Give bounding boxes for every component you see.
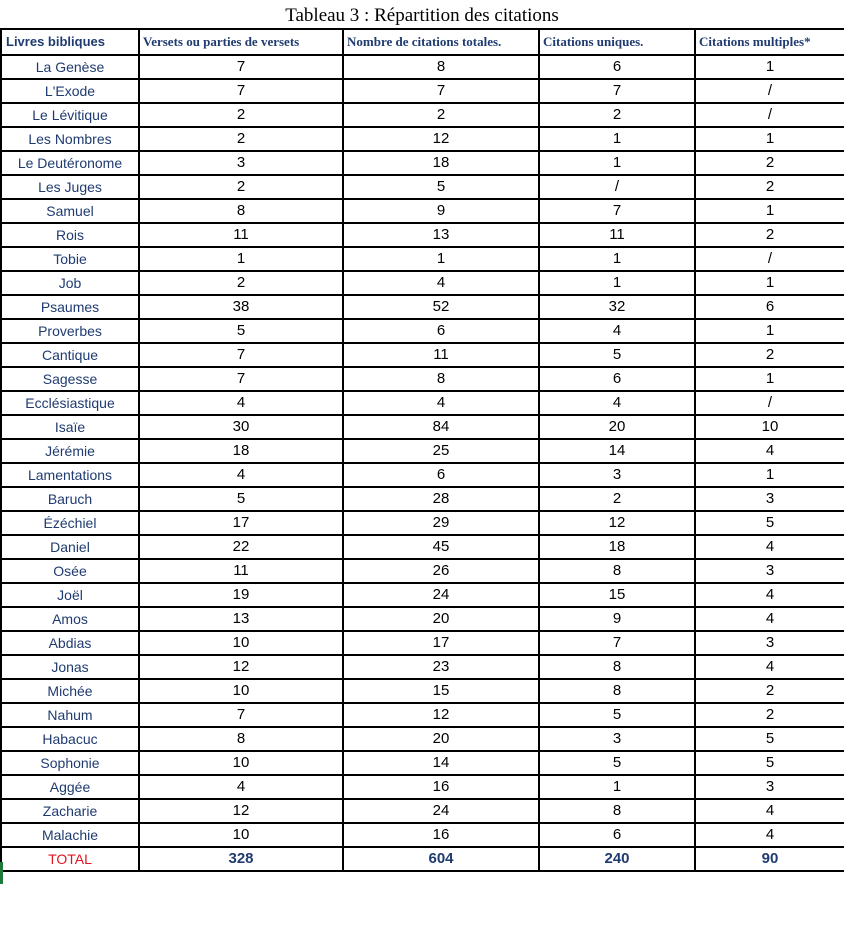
table-row	[1, 751, 844, 775]
cell-multiples[interactable]: 2	[695, 343, 844, 367]
cell-totales[interactable]: 9	[343, 199, 539, 223]
table-row	[1, 391, 844, 415]
cell-versets[interactable]: 2	[139, 127, 343, 151]
cell-totales[interactable]: 29	[343, 511, 539, 535]
cell-versets[interactable]: 4	[139, 775, 343, 799]
cell-book[interactable]: Daniel	[1, 535, 139, 559]
cell-uniques[interactable]: 8	[539, 679, 695, 703]
row-selection-marker	[0, 862, 3, 884]
cell-totales[interactable]: 24	[343, 799, 539, 823]
cell-uniques[interactable]: 8	[539, 559, 695, 583]
cell-uniques[interactable]: 5	[539, 703, 695, 727]
cell-book[interactable]: Joël	[1, 583, 139, 607]
cell-totales[interactable]: 20	[343, 727, 539, 751]
cell-multiples[interactable]: 10	[695, 415, 844, 439]
cell-totales[interactable]: 24	[343, 583, 539, 607]
cell-versets[interactable]: 7	[139, 367, 343, 391]
cell-versets[interactable]: 8	[139, 727, 343, 751]
cell-totales[interactable]: 15	[343, 679, 539, 703]
cell-totales[interactable]: 23	[343, 655, 539, 679]
cell-versets[interactable]: 17	[139, 511, 343, 535]
cell-book[interactable]: Ecclésiastique	[1, 391, 139, 415]
cell-book[interactable]: Psaumes	[1, 295, 139, 319]
header-citations-multiples[interactable]: Citations multiples*	[695, 29, 844, 55]
cell-book[interactable]: Aggée	[1, 775, 139, 799]
cell-uniques[interactable]: 7	[539, 199, 695, 223]
header-citations-uniques[interactable]: Citations uniques.	[539, 29, 695, 55]
cell-versets[interactable]: 11	[139, 223, 343, 247]
cell-versets[interactable]: 1	[139, 247, 343, 271]
cell-versets[interactable]: 10	[139, 823, 343, 847]
table-row	[1, 487, 844, 511]
cell-uniques[interactable]: 9	[539, 607, 695, 631]
table-row	[1, 727, 844, 751]
table-title: Tableau 3 : Répartition des citations	[285, 5, 559, 26]
cell-uniques[interactable]: 2	[539, 487, 695, 511]
cell-uniques[interactable]: 1	[539, 775, 695, 799]
cell-versets[interactable]: 3	[139, 151, 343, 175]
cell-multiples[interactable]: 4	[695, 439, 844, 463]
cell-multiples[interactable]: 1	[695, 271, 844, 295]
table-row	[1, 79, 844, 103]
cell-uniques[interactable]: 7	[539, 79, 695, 103]
cell-totales[interactable]: 52	[343, 295, 539, 319]
cell-uniques[interactable]: 14	[539, 439, 695, 463]
cell-multiples[interactable]: 5	[695, 751, 844, 775]
cell-book[interactable]: Zacharie	[1, 799, 139, 823]
cell-uniques[interactable]: 6	[539, 367, 695, 391]
cell-uniques[interactable]: 1	[539, 151, 695, 175]
cell-totales[interactable]: 11	[343, 343, 539, 367]
cell-book[interactable]: Sagesse	[1, 367, 139, 391]
cell-uniques[interactable]: 4	[539, 391, 695, 415]
cell-book[interactable]: Lamentations	[1, 463, 139, 487]
table-row	[1, 439, 844, 463]
cell-multiples[interactable]: 3	[695, 487, 844, 511]
cell-totales[interactable]: 16	[343, 775, 539, 799]
cell-book[interactable]: Le Lévitique	[1, 103, 139, 127]
cell-uniques[interactable]: 20	[539, 415, 695, 439]
table-row	[1, 511, 844, 535]
cell-versets[interactable]: 7	[139, 79, 343, 103]
cell-multiples[interactable]: 6	[695, 295, 844, 319]
cell-multiples[interactable]: 2	[695, 151, 844, 175]
cell-book[interactable]: Isaïe	[1, 415, 139, 439]
cell-book[interactable]: Baruch	[1, 487, 139, 511]
cell-totales[interactable]: 13	[343, 223, 539, 247]
cell-versets[interactable]: 5	[139, 319, 343, 343]
cell-uniques[interactable]: 12	[539, 511, 695, 535]
cell-versets[interactable]: 2	[139, 175, 343, 199]
table-row	[1, 127, 844, 151]
cell-versets[interactable]: 7	[139, 343, 343, 367]
cell-totales[interactable]: 26	[343, 559, 539, 583]
cell-multiples[interactable]: 4	[695, 607, 844, 631]
cell-versets[interactable]: 10	[139, 679, 343, 703]
cell-multiples[interactable]: 5	[695, 727, 844, 751]
cell-uniques[interactable]: 8	[539, 799, 695, 823]
cell-versets[interactable]: 13	[139, 607, 343, 631]
table-row	[1, 655, 844, 679]
cell-book[interactable]: Jérémie	[1, 439, 139, 463]
cell-totales[interactable]: 8	[343, 367, 539, 391]
cell-uniques[interactable]: 18	[539, 535, 695, 559]
table-row	[1, 535, 844, 559]
table-row	[1, 319, 844, 343]
cell-totales[interactable]: 4	[343, 271, 539, 295]
cell-multiples[interactable]: 1	[695, 319, 844, 343]
table-row	[1, 823, 844, 847]
cell-multiples[interactable]: 2	[695, 175, 844, 199]
table-row	[1, 583, 844, 607]
cell-book[interactable]: Les Nombres	[1, 127, 139, 151]
cell-book[interactable]: Michée	[1, 679, 139, 703]
cell-book[interactable]: Proverbes	[1, 319, 139, 343]
cell-uniques[interactable]: 8	[539, 655, 695, 679]
cell-versets[interactable]: 8	[139, 199, 343, 223]
cell-multiples[interactable]: 1	[695, 127, 844, 151]
cell-totales[interactable]: 84	[343, 415, 539, 439]
cell-book[interactable]: Malachie	[1, 823, 139, 847]
cell-uniques[interactable]: 11	[539, 223, 695, 247]
cell-multiples[interactable]: 1	[695, 55, 844, 79]
cell-multiples[interactable]: 4	[695, 535, 844, 559]
cell-uniques[interactable]: 5	[539, 343, 695, 367]
total-row	[1, 847, 844, 871]
table-row	[1, 271, 844, 295]
cell-multiples[interactable]: 4	[695, 799, 844, 823]
cell-multiples[interactable]: /	[695, 103, 844, 127]
cell-totales[interactable]: 20	[343, 607, 539, 631]
cell-uniques[interactable]: 7	[539, 631, 695, 655]
table-row	[1, 151, 844, 175]
cell-book[interactable]: Jonas	[1, 655, 139, 679]
cell-book[interactable]: Cantique	[1, 343, 139, 367]
cell-versets[interactable]: 7	[139, 703, 343, 727]
cell-versets[interactable]: 38	[139, 295, 343, 319]
cell-totales[interactable]: 8	[343, 55, 539, 79]
total-totales[interactable]: 604	[343, 847, 539, 871]
cell-book[interactable]: L'Exode	[1, 79, 139, 103]
cell-multiples[interactable]: 1	[695, 463, 844, 487]
table-row	[1, 799, 844, 823]
cell-book[interactable]: Osée	[1, 559, 139, 583]
cell-uniques[interactable]: 6	[539, 823, 695, 847]
table-row	[1, 175, 844, 199]
cell-uniques[interactable]: 6	[539, 55, 695, 79]
citations-table	[0, 28, 844, 872]
table-row	[1, 463, 844, 487]
cell-versets[interactable]: 30	[139, 415, 343, 439]
table-row	[1, 631, 844, 655]
header-citations-totales[interactable]: Nombre de citations totales.	[343, 29, 539, 55]
table-row	[1, 343, 844, 367]
cell-totales[interactable]: 1	[343, 247, 539, 271]
header-versets[interactable]: Versets ou parties de versets	[139, 29, 343, 55]
cell-uniques[interactable]: 1	[539, 127, 695, 151]
cell-multiples[interactable]: /	[695, 79, 844, 103]
cell-versets[interactable]: 5	[139, 487, 343, 511]
total-label[interactable]: TOTAL	[1, 847, 139, 871]
table-row	[1, 559, 844, 583]
cell-totales[interactable]: 4	[343, 391, 539, 415]
cell-versets[interactable]: 22	[139, 535, 343, 559]
cell-book[interactable]: Habacuc	[1, 727, 139, 751]
table-row	[1, 367, 844, 391]
cell-uniques[interactable]: 1	[539, 247, 695, 271]
cell-multiples[interactable]: 1	[695, 199, 844, 223]
cell-uniques[interactable]: /	[539, 175, 695, 199]
cell-versets[interactable]: 7	[139, 55, 343, 79]
table-body	[1, 55, 844, 871]
cell-totales[interactable]: 6	[343, 463, 539, 487]
cell-book[interactable]: Tobie	[1, 247, 139, 271]
table-row	[1, 775, 844, 799]
header-row	[1, 29, 844, 55]
cell-uniques[interactable]: 4	[539, 319, 695, 343]
cell-multiples[interactable]: 2	[695, 223, 844, 247]
cell-multiples[interactable]: 2	[695, 679, 844, 703]
table-row	[1, 295, 844, 319]
cell-book[interactable]: Samuel	[1, 199, 139, 223]
cell-totales[interactable]: 7	[343, 79, 539, 103]
cell-versets[interactable]: 12	[139, 799, 343, 823]
cell-versets[interactable]: 19	[139, 583, 343, 607]
cell-versets[interactable]: 2	[139, 271, 343, 295]
cell-book[interactable]: Nahum	[1, 703, 139, 727]
cell-multiples[interactable]: 2	[695, 703, 844, 727]
table-row	[1, 199, 844, 223]
cell-book[interactable]: Job	[1, 271, 139, 295]
cell-book[interactable]: Abdias	[1, 631, 139, 655]
cell-totales[interactable]: 28	[343, 487, 539, 511]
cell-book[interactable]: Sophonie	[1, 751, 139, 775]
table-row	[1, 223, 844, 247]
cell-totales[interactable]: 25	[343, 439, 539, 463]
cell-totales[interactable]: 18	[343, 151, 539, 175]
cell-versets[interactable]: 18	[139, 439, 343, 463]
total-versets[interactable]: 328	[139, 847, 343, 871]
cell-book[interactable]: La Genèse	[1, 55, 139, 79]
cell-book[interactable]: Amos	[1, 607, 139, 631]
cell-multiples[interactable]: 4	[695, 655, 844, 679]
cell-totales[interactable]: 12	[343, 127, 539, 151]
total-uniques[interactable]: 240	[539, 847, 695, 871]
cell-uniques[interactable]: 3	[539, 463, 695, 487]
cell-versets[interactable]: 2	[139, 103, 343, 127]
cell-book[interactable]: Rois	[1, 223, 139, 247]
cell-multiples[interactable]: 1	[695, 367, 844, 391]
cell-uniques[interactable]: 5	[539, 751, 695, 775]
table-row	[1, 247, 844, 271]
cell-multiples[interactable]: 4	[695, 823, 844, 847]
cell-multiples[interactable]: 4	[695, 583, 844, 607]
table-row	[1, 679, 844, 703]
cell-uniques[interactable]: 3	[539, 727, 695, 751]
total-multiples[interactable]: 90	[695, 847, 844, 871]
cell-book[interactable]: Ézéchiel	[1, 511, 139, 535]
cell-versets[interactable]: 4	[139, 463, 343, 487]
cell-totales[interactable]: 17	[343, 631, 539, 655]
cell-uniques[interactable]: 1	[539, 271, 695, 295]
cell-totales[interactable]: 2	[343, 103, 539, 127]
cell-totales[interactable]: 5	[343, 175, 539, 199]
cell-versets[interactable]: 10	[139, 631, 343, 655]
table-row	[1, 415, 844, 439]
cell-totales[interactable]: 45	[343, 535, 539, 559]
table-row	[1, 607, 844, 631]
cell-totales[interactable]: 6	[343, 319, 539, 343]
cell-uniques[interactable]: 2	[539, 103, 695, 127]
cell-versets[interactable]: 11	[139, 559, 343, 583]
table-row	[1, 103, 844, 127]
cell-versets[interactable]: 10	[139, 751, 343, 775]
cell-multiples[interactable]: 5	[695, 511, 844, 535]
cell-multiples[interactable]: 3	[695, 775, 844, 799]
cell-uniques[interactable]: 15	[539, 583, 695, 607]
cell-totales[interactable]: 12	[343, 703, 539, 727]
cell-multiples[interactable]: 3	[695, 631, 844, 655]
table-row	[1, 55, 844, 79]
cell-book[interactable]: Les Juges	[1, 175, 139, 199]
cell-book[interactable]: Le Deutéronome	[1, 151, 139, 175]
header-livres[interactable]: Livres bibliques	[1, 29, 139, 55]
cell-multiples[interactable]: /	[695, 247, 844, 271]
cell-multiples[interactable]: 3	[695, 559, 844, 583]
cell-uniques[interactable]: 32	[539, 295, 695, 319]
cell-versets[interactable]: 12	[139, 655, 343, 679]
table-row	[1, 703, 844, 727]
cell-totales[interactable]: 16	[343, 823, 539, 847]
cell-multiples[interactable]: /	[695, 391, 844, 415]
cell-totales[interactable]: 14	[343, 751, 539, 775]
cell-versets[interactable]: 4	[139, 391, 343, 415]
